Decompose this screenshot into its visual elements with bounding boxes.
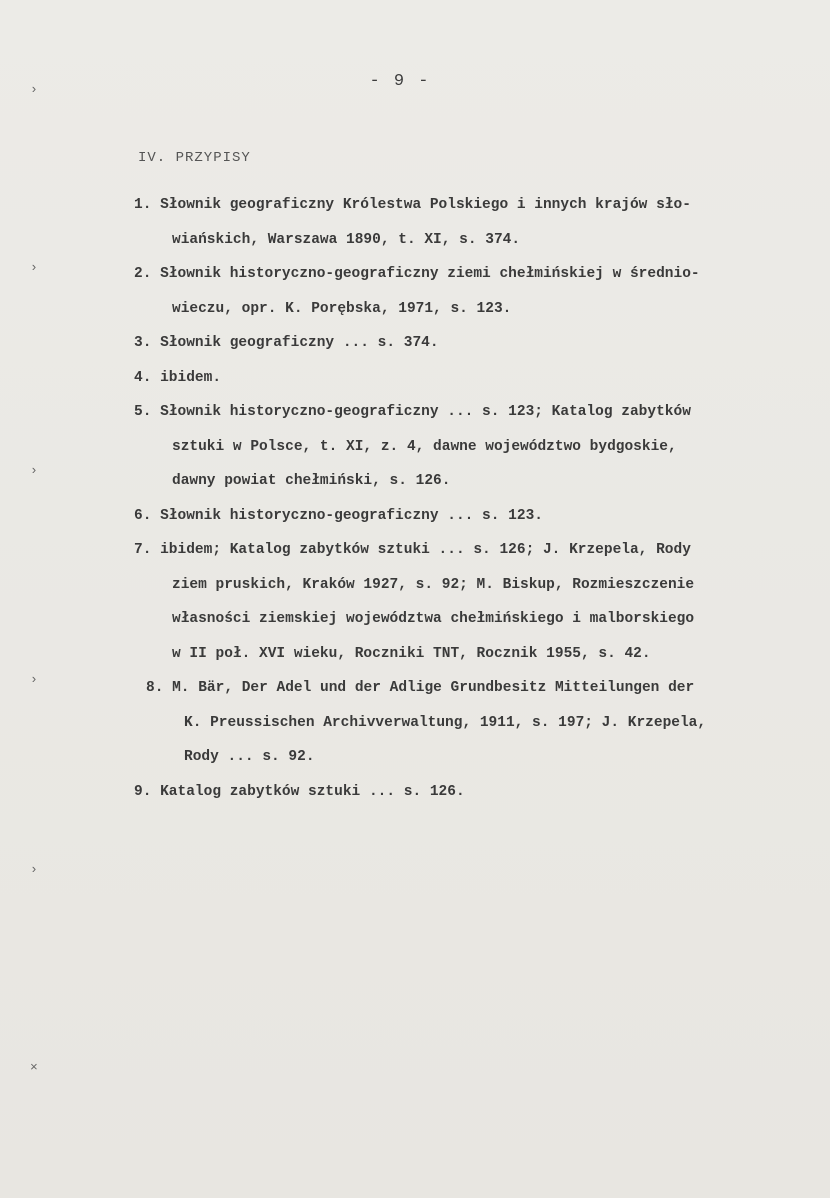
footnotes-list [134,188,814,809]
binding-hole-mark: › [30,260,38,275]
footnote-line: 7. ibidem; Katalog zabytków sztuki ... s. 126; J. Krzepela, Rody [134,542,691,558]
footnote-line: 5. Słownik historyczno-geograficzny ... s. 123; Katalog zabytków [134,404,691,420]
footnote [134,395,814,499]
footnote-line: 3. Słownik geograficzny ... s. 374. [134,335,439,351]
binding-hole-mark: › [30,463,38,478]
footnote-line: dawny powiat chełmiński, s. 126. [172,473,451,489]
footnote [134,533,814,671]
binding-hole-mark: › [30,82,38,97]
footnote [134,257,814,326]
footnote-line: 4. ibidem. [134,369,222,386]
footnote [146,671,814,775]
footnote [134,361,814,396]
footnote-line: własności ziemskiej województwa chełmińskiego i malborskiego [172,611,695,627]
footnote-line: wieczu, opr. K. Porębska, 1971, s. 123. [172,300,512,317]
footnote [134,775,814,810]
footnote-line: 2. Słownik historyczno-geograficzny ziemi chełmińskiej w średnio- [134,266,700,282]
binding-hole-mark: › [30,672,38,687]
footnote-line: Rody ... s. 92. [184,749,315,765]
footnote-line: 1. Słownik geograficzny Królestwa Polskiego i innych krajów sło- [134,197,691,213]
binding-hole-mark: × [30,1060,38,1075]
footnote-line: 9. Katalog zabytków sztuki ... s. 126. [134,783,465,800]
footnote-line: w II poł. XVI wieku, Roczniki TNT, Rocznik 1955, s. 42. [172,645,651,662]
footnote-line: wiańskich, Warszawa 1890, t. XI, s. 374. [172,231,521,248]
footnote-line: 6. Słownik historyczno-geograficzny ... s. 123. [134,507,543,524]
binding-hole-mark: › [30,862,38,877]
section-heading: IV. PRZYPISY [138,150,251,166]
footnote [134,188,814,257]
footnote-line: 8. M. Bär, Der Adel und der Adlige Grundbesitz Mitteilungen der [146,680,695,696]
footnote [134,326,814,361]
footnote-line: ziem pruskich, Kraków 1927, s. 92; M. Biskup, Rozmieszczenie [172,576,695,593]
footnote-line: K. Preussischen Archivverwaltung, 1911, s. 197; J. Krzepela, [184,714,707,731]
page-number: - 9 - [369,72,431,91]
footnote-line: sztuki w Polsce, t. XI, z. 4, dawne województwo bydgoskie, [172,438,677,455]
footnote [134,499,814,534]
